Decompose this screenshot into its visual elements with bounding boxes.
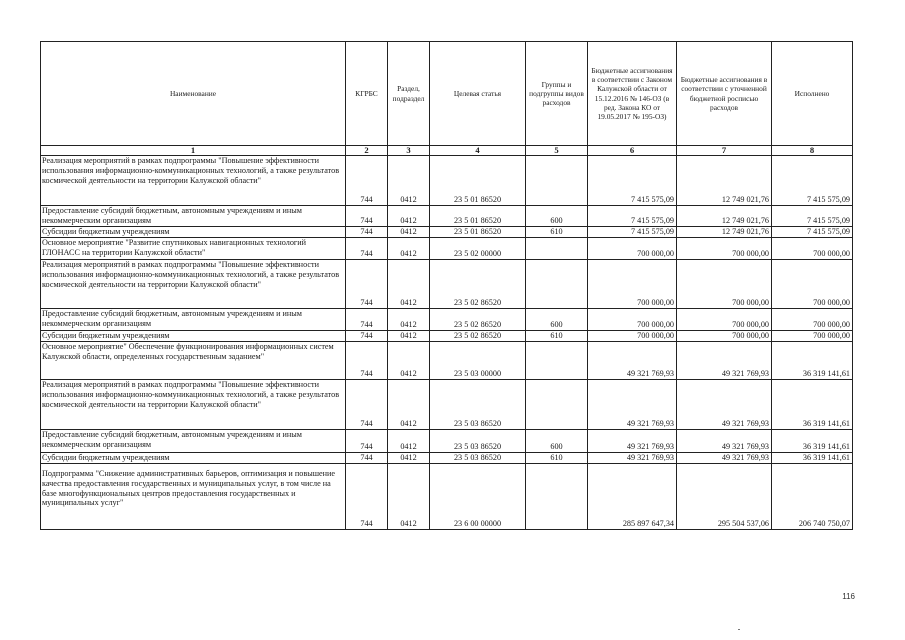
row-target: 23 5 03 00000 <box>430 342 526 380</box>
row-target: 23 5 02 86520 <box>430 331 526 342</box>
table-row <box>41 227 853 238</box>
row-law-amount: 7 415 575,09 <box>588 227 677 238</box>
row-name: Основное мероприятие "Развитие спутниковых навигационных технологий ГЛОНАСС на территории Калужской области" <box>41 238 346 260</box>
row-name: Предоставление субсидий бюджетным, автономным учреждениям и иным некоммерческим организациям <box>41 206 346 227</box>
row-refined-amount: 12 749 021,76 <box>677 156 772 206</box>
row-executed-amount: 36 319 141,61 <box>772 430 853 453</box>
row-kgrbs: 744 <box>346 342 388 380</box>
row-refined-amount: 295 504 537,06 <box>677 464 772 530</box>
row-kgrbs: 744 <box>346 331 388 342</box>
row-executed-amount: 700 000,00 <box>772 260 853 309</box>
row-executed-amount: 206 740 750,07 <box>772 464 853 530</box>
row-kgrbs: 744 <box>346 453 388 464</box>
table-row <box>41 430 853 453</box>
row-razdel: 0412 <box>388 380 430 430</box>
row-razdel: 0412 <box>388 430 430 453</box>
table-row <box>41 453 853 464</box>
row-name: Предоставление субсидий бюджетным, автономным учреждениям и иным некоммерческим организациям <box>41 430 346 453</box>
row-executed-amount: 36 319 141,61 <box>772 342 853 380</box>
table-row <box>41 342 853 380</box>
row-law-amount: 49 321 769,93 <box>588 453 677 464</box>
row-razdel: 0412 <box>388 156 430 206</box>
row-target: 23 5 01 86520 <box>430 156 526 206</box>
column-number: 5 <box>526 146 588 156</box>
row-executed-amount: 700 000,00 <box>772 331 853 342</box>
row-group <box>526 238 588 260</box>
row-razdel: 0412 <box>388 342 430 380</box>
row-law-amount: 49 321 769,93 <box>588 430 677 453</box>
row-group: 610 <box>526 331 588 342</box>
header-groups: Группы и подгруппы видов расходов <box>526 42 588 146</box>
row-name: Реализация мероприятий в рамках подпрограммы "Повышение эффективности использования информационно-коммуникационных технологий, а также результатов космической деятельности на территории Калужской области" <box>41 380 346 430</box>
row-executed-amount: 36 319 141,61 <box>772 453 853 464</box>
table-row <box>41 238 853 260</box>
column-number: 3 <box>388 146 430 156</box>
header-target: Целевая статья <box>430 42 526 146</box>
row-target: 23 5 03 86520 <box>430 453 526 464</box>
row-group: 600 <box>526 206 588 227</box>
row-name: Предоставление субсидий бюджетным, автономным учреждениям и иным некоммерческим организациям <box>41 309 346 331</box>
row-razdel: 0412 <box>388 309 430 331</box>
row-law-amount: 700 000,00 <box>588 260 677 309</box>
row-name: Субсидии бюджетным учреждениям <box>41 227 346 238</box>
row-law-amount: 700 000,00 <box>588 331 677 342</box>
row-target: 23 5 02 86520 <box>430 309 526 331</box>
row-razdel: 0412 <box>388 227 430 238</box>
row-razdel: 0412 <box>388 238 430 260</box>
row-kgrbs: 744 <box>346 464 388 530</box>
row-razdel: 0412 <box>388 464 430 530</box>
row-refined-amount: 49 321 769,93 <box>677 380 772 430</box>
row-refined-amount: 49 321 769,93 <box>677 453 772 464</box>
row-refined-amount: 12 749 021,76 <box>677 206 772 227</box>
table-row <box>41 309 853 331</box>
column-number: 8 <box>772 146 853 156</box>
row-law-amount: 285 897 647,34 <box>588 464 677 530</box>
row-target: 23 5 03 86520 <box>430 380 526 430</box>
table-row <box>41 331 853 342</box>
header-name: Наименование <box>41 42 346 146</box>
column-number: 7 <box>677 146 772 156</box>
row-kgrbs: 744 <box>346 309 388 331</box>
row-kgrbs: 744 <box>346 380 388 430</box>
row-refined-amount: 49 321 769,93 <box>677 342 772 380</box>
row-razdel: 0412 <box>388 260 430 309</box>
row-razdel: 0412 <box>388 453 430 464</box>
row-group: 610 <box>526 227 588 238</box>
header-row <box>41 42 853 146</box>
row-name: Субсидии бюджетным учреждениям <box>41 331 346 342</box>
row-law-amount: 49 321 769,93 <box>588 380 677 430</box>
row-group: 600 <box>526 430 588 453</box>
row-target: 23 5 02 00000 <box>430 238 526 260</box>
row-refined-amount: 700 000,00 <box>677 331 772 342</box>
row-executed-amount: 700 000,00 <box>772 309 853 331</box>
row-refined-amount: 49 321 769,93 <box>677 430 772 453</box>
column-number: 6 <box>588 146 677 156</box>
row-kgrbs: 744 <box>346 260 388 309</box>
row-group: 610 <box>526 453 588 464</box>
row-group <box>526 380 588 430</box>
row-name: Субсидии бюджетным учреждениям <box>41 453 346 464</box>
row-group <box>526 260 588 309</box>
column-number: 2 <box>346 146 388 156</box>
row-law-amount: 7 415 575,09 <box>588 156 677 206</box>
row-refined-amount: 12 749 021,76 <box>677 227 772 238</box>
row-law-amount: 700 000,00 <box>588 238 677 260</box>
budget-table <box>40 41 853 530</box>
table-row <box>41 206 853 227</box>
row-group: 600 <box>526 309 588 331</box>
row-kgrbs: 744 <box>346 238 388 260</box>
page-number: 116 <box>842 592 855 601</box>
row-target: 23 5 02 86520 <box>430 260 526 309</box>
row-law-amount: 49 321 769,93 <box>588 342 677 380</box>
table-row <box>41 380 853 430</box>
column-number: 4 <box>430 146 526 156</box>
header-kgrbs: КГРБС <box>346 42 388 146</box>
row-executed-amount: 7 415 575,09 <box>772 227 853 238</box>
row-executed-amount: 700 000,00 <box>772 238 853 260</box>
row-kgrbs: 744 <box>346 206 388 227</box>
row-name: Реализация мероприятий в рамках подпрограммы "Повышение эффективности использования информационно-коммуникационных технологий, а также результатов космической деятельности на территории Калужской области" <box>41 156 346 206</box>
row-law-amount: 7 415 575,09 <box>588 206 677 227</box>
scan-speck <box>738 629 740 630</box>
row-executed-amount: 7 415 575,09 <box>772 206 853 227</box>
row-target: 23 6 00 00000 <box>430 464 526 530</box>
row-target: 23 5 01 86520 <box>430 206 526 227</box>
row-target: 23 5 03 86520 <box>430 430 526 453</box>
row-kgrbs: 744 <box>346 227 388 238</box>
row-kgrbs: 744 <box>346 156 388 206</box>
header-law-allocations: Бюджетные ассигнования в соответствии с Законом Калужской области от 15.12.2016 № 146-ОЗ (в ред. Закона КО от 19.05.2017 № 195-ОЗ) <box>588 42 677 146</box>
table-row <box>41 464 853 530</box>
row-group <box>526 156 588 206</box>
row-razdel: 0412 <box>388 331 430 342</box>
row-razdel: 0412 <box>388 206 430 227</box>
header-executed: Исполнено <box>772 42 853 146</box>
row-executed-amount: 7 415 575,09 <box>772 156 853 206</box>
header-refined-allocations: Бюджетные ассигнования в соответствии с уточненной бюджетной росписью расходов <box>677 42 772 146</box>
header-razdel: Раздел, подраздел <box>388 42 430 146</box>
row-executed-amount: 36 319 141,61 <box>772 380 853 430</box>
row-law-amount: 700 000,00 <box>588 309 677 331</box>
row-refined-amount: 700 000,00 <box>677 260 772 309</box>
row-target: 23 5 01 86520 <box>430 227 526 238</box>
row-refined-amount: 700 000,00 <box>677 238 772 260</box>
row-name: Реализация мероприятий в рамках подпрограммы "Повышение эффективности использования информационно-коммуникационных технологий, а также результатов космической деятельности на территории Калужской области" <box>41 260 346 309</box>
table-row <box>41 260 853 309</box>
column-number: 1 <box>41 146 346 156</box>
row-name: Подпрограмма "Снижение административных барьеров, оптимизация и повышение качества предоставления государственных и муниципальных услуг, в том числе на базе многофункциональных центров предоставления государственных и муниципальных услуг" <box>41 464 346 530</box>
row-refined-amount: 700 000,00 <box>677 309 772 331</box>
table-row <box>41 156 853 206</box>
row-kgrbs: 744 <box>346 430 388 453</box>
column-number-row <box>41 146 853 156</box>
row-group <box>526 342 588 380</box>
row-group <box>526 464 588 530</box>
row-name: Основное мероприятие" Обеспечение функционирования информационных систем Калужской области, определенных государственным заданием" <box>41 342 346 380</box>
